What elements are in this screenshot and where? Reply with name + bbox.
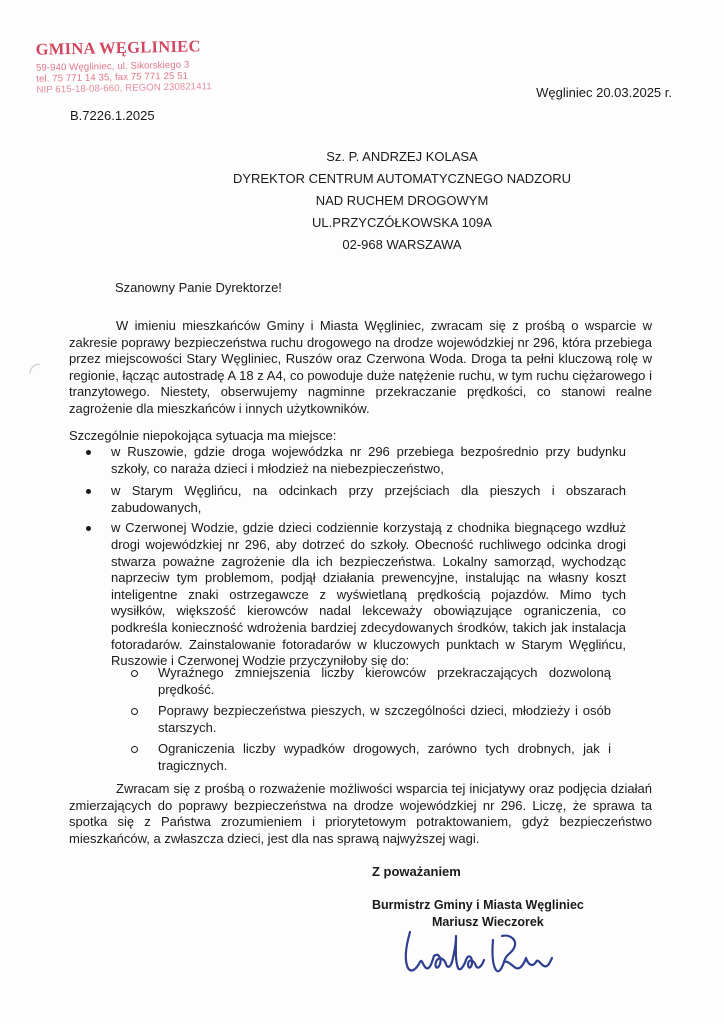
list-item <box>86 483 626 516</box>
list-item <box>86 520 626 669</box>
list-item-text: w Czerwonej Wodzie, gdzie dzieci codziennie korzystają z chodnika biegnącego wzdłuż drogi wojewódzkiej nr 296, aby dotrzeć do szkoły. Obecność ruchliwego odcinka drogi stwarza poważne zagrożenie dla ich bezpieczeństwa. Lokalny samorząd, wychodząc naprzeciw tym problemom, podjął działania prewencyjne, instalując na własny koszt inteligentne znaki ostrzegawcze z wyświetlaną prędkością pojazdów. Mimo tych wysiłków, większość kierowców nadal lekceważy obowiązujące ograniczenia, co podkreśla konieczność wdrożenia bardziej zdecydowanych środków, takich jak instalacja fotoradarów. Zainstalowanie fotoradarów w kluczowych punktach w Starym Węglińcu, Ruszowie i Czerwonej Wodzie przyczyniłoby się do: <box>111 520 626 669</box>
sub-list-item <box>131 703 611 736</box>
recipient-city: 02-968 WARSZAWA <box>342 237 462 252</box>
recipient-street: UL.PRZYCZÓŁKOWSKA 109A <box>312 215 492 230</box>
circle-bullet-icon <box>131 708 138 715</box>
list-item-text: w Ruszowie, gdzie droga wojewódzka nr 296 przebiega bezpośrednio przy budynku szkoły, co naraża dzieci i młodzież na niebezpieczeństwo, <box>111 444 626 476</box>
signer-name: Mariusz Wieczorek <box>432 915 544 929</box>
sub-list-item-text: Ograniczenia liczby wypadków drogowych, zarówno tych drobnych, jak i tragicznych. <box>158 741 611 773</box>
stamp-phone: tel. 75 771 14 35, fax 75 771 25 51 <box>36 70 189 85</box>
sub-list-item-text: Poprawy bezpieczeństwa pieszych, w szczególności dzieci, młodzieży i osób starszych. <box>158 703 611 735</box>
stamp-address: 59-940 Węgliniec, ul. Sikorskiego 3 <box>35 59 190 74</box>
bullet-icon <box>86 489 91 494</box>
sub-list-item-text: Wyraźnego zmniejszenia liczby kierowców przekraczających dozwoloną prędkość. <box>158 665 611 697</box>
paragraph-intro: W imieniu mieszkańców Gminy i Miasta Węgliniec, zwracam się z prośbą o wsparcie w zakresie poprawy bezpieczeństwa ruchu drogowego na drodze wojewódzkiej nr 296, która przebiega przez miejscowości Stary Węgliniec, Ruszów oraz Czerwona Woda. Droga ta pełni kluczową rolę w regionie, łącząc autostradę A 18 z A4, co powoduje duże natężenie ruchu, w tym ruchu ciężarowego i tranzytowego. Niestety, obserwujemy nagminne przekraczanie prędkości, co stanowi realne zagrożenie dla mieszkańców i innych użytkowników. <box>69 318 652 416</box>
signer-title: Burmistrz Gminy i Miasta Węgliniec <box>372 898 584 912</box>
salutation: Szanowny Panie Dyrektorze! <box>115 280 282 295</box>
stamp-title: GMINA WĘGLINIEC <box>35 36 201 59</box>
list-item <box>86 444 626 477</box>
list-lead: Szczególnie niepokojąca sytuacja ma miejsce: <box>69 428 337 443</box>
list-item-text: w Starym Węglińcu, na odcinkach przy przejściach dla pieszych i obszarach zabudowanych, <box>111 483 626 515</box>
municipality-stamp <box>35 36 212 96</box>
sub-list-item <box>131 741 611 774</box>
benefits-list <box>131 665 611 775</box>
handwritten-signature <box>398 918 568 988</box>
paragraph-closing: Zwracam się z prośbą o rozważenie możliwości wsparcia tej inicjatywy oraz podjęcia działań zmierzających do poprawy bezpieczeństwa na drodze wojewódzkiej nr 296. Liczę, że sprawa ta spotka się z Państwa zrozumieniem i priorytetowym potraktowaniem, gdyż bezpieczeństwo mieszkańców, a zwłaszcza dzieci, jest dla nas sprawą najwyższej wagi. <box>69 781 652 846</box>
location-list <box>86 444 626 670</box>
reference-number: B.7226.1.2025 <box>70 108 155 123</box>
recipient-position: DYREKTOR CENTRUM AUTOMATYCZNEGO NADZORU <box>232 171 572 186</box>
circle-bullet-icon <box>131 670 138 677</box>
circle-bullet-icon <box>131 746 138 753</box>
stamp-tax-ids: NIP 615-18-08-660, REGON 230821411 <box>36 81 212 96</box>
letter-date: Węgliniec 20.03.2025 r. <box>536 85 672 100</box>
closing-phrase: Z poważaniem <box>372 864 461 879</box>
bullet-icon <box>86 450 91 455</box>
scan-artifact-icon <box>28 362 42 376</box>
recipient-name: Sz. P. ANDRZEJ KOLASA <box>326 149 478 164</box>
recipient-institution: NAD RUCHEM DROGOWYM <box>315 193 489 208</box>
bullet-icon <box>86 526 91 531</box>
sub-list-item <box>131 665 611 698</box>
